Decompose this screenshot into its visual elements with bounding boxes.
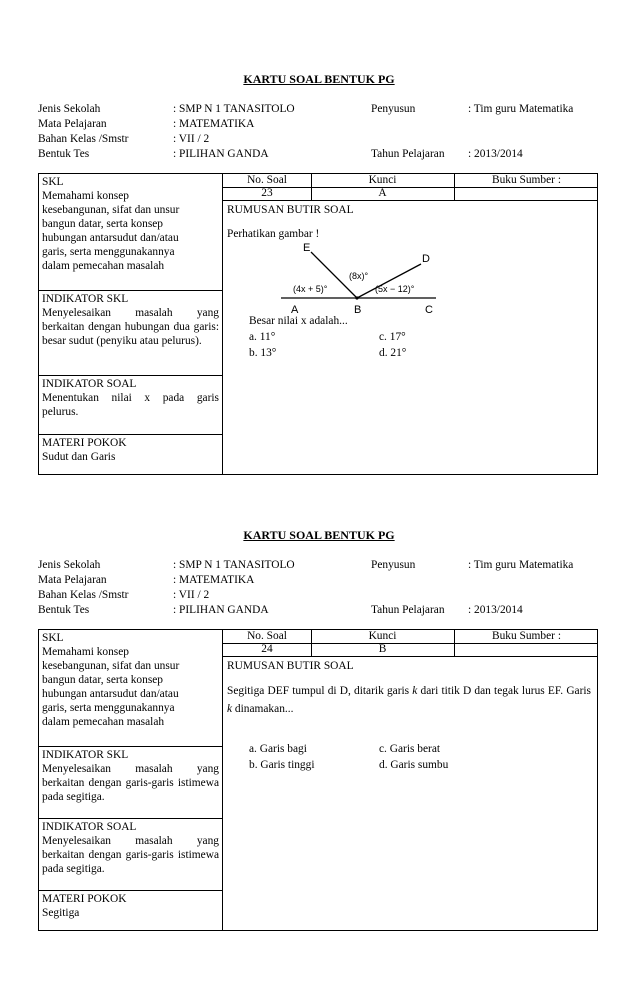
jenis-label: Jenis Sekolah [38, 559, 101, 571]
no-soal-value: 24 [261, 643, 273, 655]
divider [311, 630, 312, 656]
indikator-soal-heading: INDIKATOR SOAL [42, 378, 137, 390]
tes-value: : PILIHAN GANDA [173, 148, 269, 160]
indikator-soal-section [39, 375, 222, 420]
left-column [39, 174, 223, 474]
left-column [39, 630, 223, 930]
option-d: d. Garis sumbu [379, 759, 449, 771]
card-title: KARTU SOAL BENTUK PG [243, 72, 395, 86]
label-b: B [354, 304, 362, 316]
divider [454, 174, 455, 200]
angle-3: (5x − 12)° [375, 284, 415, 294]
no-soal-label: No. Soal [247, 174, 287, 186]
card-meta [38, 558, 618, 618]
tes-label: Bentuk Tes [38, 148, 90, 160]
no-soal-value: 23 [261, 187, 273, 199]
indikator-soal-text: Menentukan nilai x pada garis pelurus. [42, 392, 219, 418]
label-c: C [425, 304, 433, 316]
value-row [223, 187, 597, 201]
materi-heading: MATERI POKOK [42, 437, 127, 449]
skl-text: Memahami konsep kesebangunan, sifat dan unsur bangun datar, serta konsep hubungan antarsudut dan/atau garis, serta menggunakannya dalam pemecahan masalah [42, 646, 180, 728]
no-soal-label: No. Soal [247, 630, 287, 642]
indikator-soal-section [39, 818, 222, 877]
skl-section [39, 174, 222, 274]
buku-label: Buku Sumber : [492, 630, 561, 642]
header-row [223, 630, 597, 644]
question-part: dari titik D dan tegak lurus EF. Garis [417, 685, 591, 697]
rumusan-heading: RUMUSAN BUTIR SOAL [227, 204, 354, 216]
mapel-value: : MATEMATIKA [173, 118, 255, 130]
jenis-value: : SMP N 1 TANASITOLO [173, 103, 295, 115]
kunci-value: A [378, 187, 387, 199]
kelas-value: : VII / 2 [173, 589, 210, 601]
indikator-skl-heading: INDIKATOR SKL [42, 749, 129, 761]
materi-text: Segitiga [42, 907, 80, 919]
kelas-label: Bahan Kelas /Smstr [38, 133, 129, 145]
soal-table [38, 173, 598, 475]
indikator-skl-text: Menyelesaikan masalah yang berkaitan dengan garis-garis istimewa pada segitiga. [42, 763, 219, 803]
materi-section [39, 890, 222, 921]
option-a: a. Garis bagi [249, 743, 307, 755]
indikator-skl-section [39, 746, 222, 805]
indikator-soal-text: Menyelesaikan masalah yang berkaitan dengan garis-garis istimewa pada segitiga. [42, 835, 219, 875]
jenis-value: : SMP N 1 TANASITOLO [173, 559, 295, 571]
option-a: a. 11° [249, 331, 276, 343]
indikator-soal-heading: INDIKATOR SOAL [42, 821, 137, 833]
divider [311, 174, 312, 200]
materi-section [39, 434, 222, 465]
divider [454, 630, 455, 656]
option-b: b. Garis tinggi [249, 759, 315, 771]
question-text [227, 682, 591, 718]
mapel-label: Mata Pelajaran [38, 574, 107, 586]
question-part: dinamakan... [232, 703, 294, 715]
tes-value: : PILIHAN GANDA [173, 604, 269, 616]
value-row [223, 643, 597, 657]
option-b: b. 13° [249, 347, 277, 359]
tes-label: Bentuk Tes [38, 604, 90, 616]
soal-table [38, 629, 598, 931]
card-meta [38, 102, 618, 162]
indikator-skl-section [39, 290, 222, 349]
soal-card-23 [0, 66, 638, 536]
kunci-value: B [378, 643, 387, 655]
label-a: A [291, 304, 299, 316]
skl-heading: SKL [42, 176, 64, 188]
option-d: d. 21° [379, 347, 407, 359]
tahun-label: Tahun Pelajaran [371, 148, 445, 160]
penyusun-value: : Tim guru Matematika [468, 103, 574, 115]
indikator-skl-heading: INDIKATOR SKL [42, 293, 129, 305]
mapel-label: Mata Pelajaran [38, 118, 107, 130]
skl-heading: SKL [42, 632, 64, 644]
card-title: KARTU SOAL BENTUK PG [243, 528, 395, 542]
skl-text: Memahami konsep kesebangunan, sifat dan unsur bangun datar, serta konsep hubungan antarsudut dan/atau garis, serta menggunakannya dalam pemecahan masalah [42, 190, 180, 272]
option-c: c. Garis berat [379, 743, 441, 755]
rumusan-heading: RUMUSAN BUTIR SOAL [227, 660, 354, 672]
kunci-label: Kunci [368, 630, 397, 642]
right-column [223, 630, 597, 930]
materi-heading: MATERI POKOK [42, 893, 127, 905]
kunci-label: Kunci [368, 174, 397, 186]
penyusun-value: : Tim guru Matematika [468, 559, 574, 571]
question-part: Segitiga DEF tumpul di D, ditarik garis [227, 685, 413, 697]
variable-k: k [227, 703, 233, 715]
materi-text: Sudut dan Garis [42, 451, 116, 463]
soal-card-24 [0, 522, 638, 992]
label-e: E [303, 242, 311, 254]
tahun-value: : 2013/2014 [468, 604, 523, 616]
angle-2: (8x)° [349, 271, 369, 281]
indikator-skl-text: Menyelesaikan masalah yang berkaitan dengan hubungan dua garis: besar sudut (penyiku atau pelurus). [42, 307, 219, 347]
penyusun-label: Penyusun [371, 103, 416, 115]
buku-value [454, 643, 599, 656]
angle-figure [271, 236, 461, 316]
buku-value [454, 187, 599, 200]
question-text: Perhatikan gambar ! [227, 228, 320, 240]
tahun-label: Tahun Pelajaran [371, 604, 445, 616]
jenis-label: Jenis Sekolah [38, 103, 101, 115]
buku-label: Buku Sumber : [492, 174, 561, 186]
right-column [223, 174, 597, 474]
variable-k: k [412, 685, 418, 697]
kelas-label: Bahan Kelas /Smstr [38, 589, 129, 601]
point-b [355, 296, 358, 299]
skl-section [39, 630, 222, 730]
header-row [223, 174, 597, 188]
option-c: c. 17° [379, 331, 406, 343]
question-body [227, 658, 591, 718]
angle-1: (4x + 5)° [293, 284, 328, 294]
question-prompt: Besar nilai x adalah... [249, 315, 348, 327]
mapel-value: : MATEMATIKA [173, 574, 255, 586]
kelas-value: : VII / 2 [173, 133, 210, 145]
penyusun-label: Penyusun [371, 559, 416, 571]
label-d: D [422, 253, 430, 265]
tahun-value: : 2013/2014 [468, 148, 523, 160]
